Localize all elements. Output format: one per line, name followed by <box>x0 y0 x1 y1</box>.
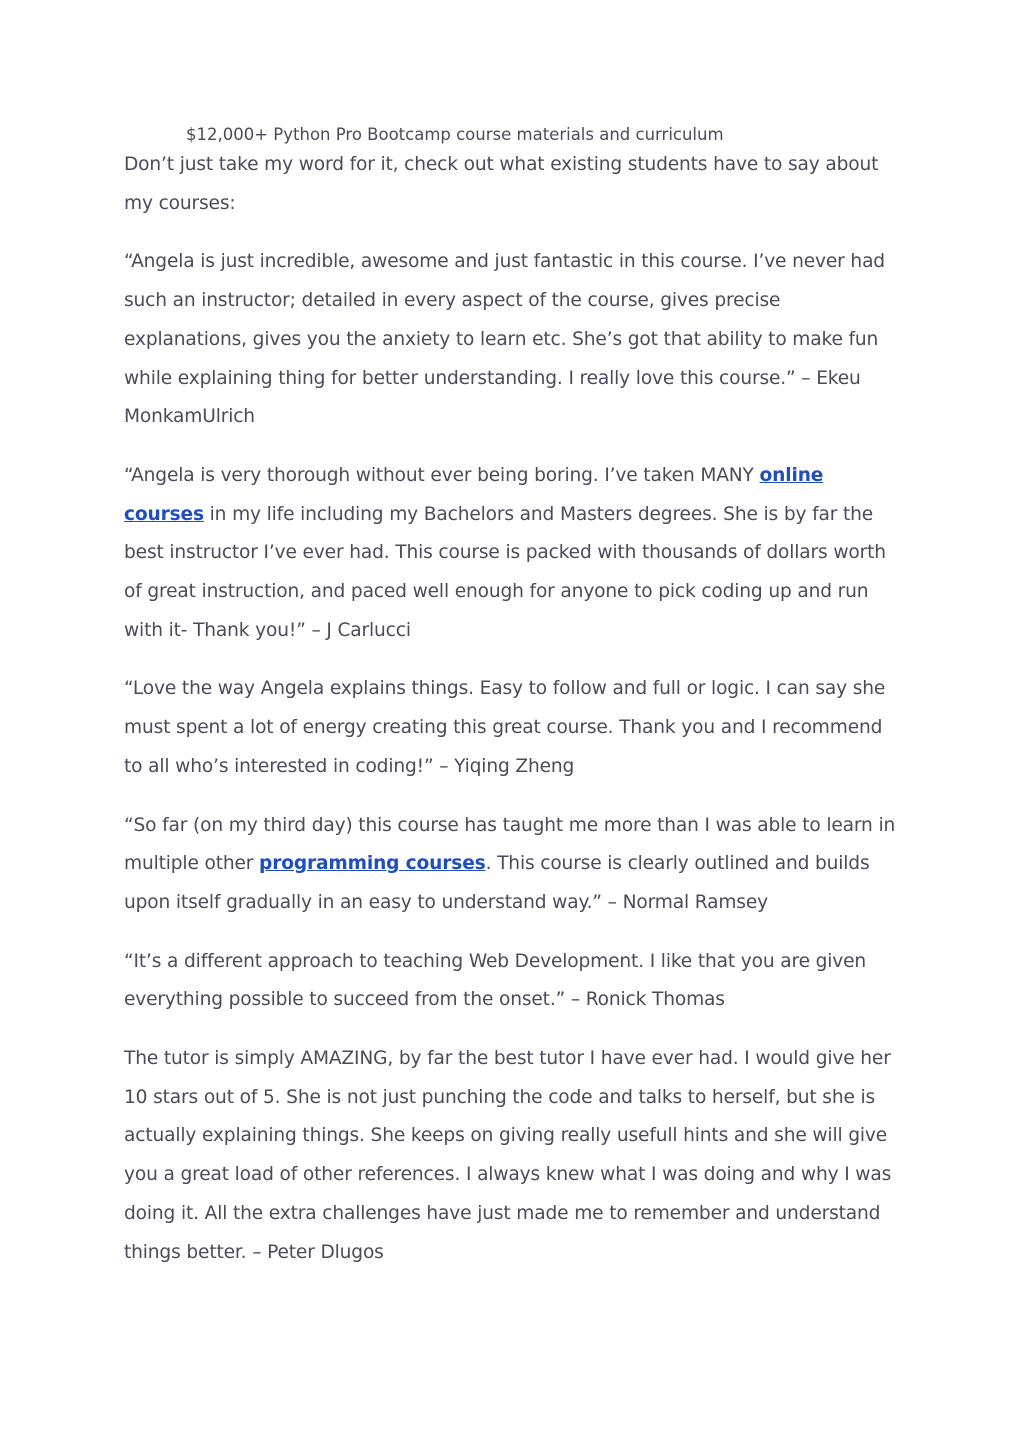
intro-paragraph: Don’t just take my word for it, check out what existing students have to say about my courses: <box>124 154 879 214</box>
testimonial-thomas: “It’s a different approach to teaching Web Development. I like that you are given everything possible to succeed from the onset.” – Ronick Thomas <box>124 950 867 1011</box>
testimonial-carlucci-text-end: in my life including my Bachelors and Masters degrees. She is by far the best instructor I’ve ever had. This course is packed with thousands of dollars worth of great instruction, and paced well enough for anyone to pick coding up and run with it- Thank you!” – J Carlucci <box>124 503 886 641</box>
testimonial-carlucci <box>124 457 904 651</box>
testimonial-carlucci-text-start: “Angela is very thorough without ever being boring. I’ve taken MANY <box>124 464 760 486</box>
course-materials-heading: $12,000+ Python Pro Bootcamp course materials and curriculum <box>186 125 724 144</box>
online-courses-link[interactable]: online courses <box>124 464 824 525</box>
testimonial-ramsey <box>124 807 904 923</box>
testimonial-ramsey-text-start: “So far (on my third day) this course has taught me more than I was able to learn in multiple other <box>124 814 896 875</box>
testimonials-section <box>124 146 904 1292</box>
testimonial-ekeu: “Angela is just incredible, awesome and just fantastic in this course. I’ve never had such an instructor; detailed in every aspect of the course, gives precise explanations, gives you the anxiety to learn etc. She’s got that ability to make fun while explaining thing for better understanding. I really love this course.” – Ekeu MonkamUlrich <box>124 251 885 428</box>
programming-courses-link[interactable]: programming courses <box>259 853 486 875</box>
testimonial-zheng: “Love the way Angela explains things. Easy to follow and full or logic. I can say she must spent a lot of energy creating this great course. Thank you and I recommend to all who’s interested in coding!” – Yiqing Zheng <box>124 678 886 777</box>
testimonial-dlugos: The tutor is simply AMAZING, by far the best tutor I have ever had. I would give her 10 stars out of 5. She is not just punching the code and talks to herself, but she is actually explaining things. She keeps on giving really usefull hints and she will give you a great load of other references. I always knew what I was doing and why I was doing it. All the extra challenges have just made me to remember and understand things better. – Peter Dlugos <box>124 1048 892 1263</box>
testimonial-ramsey-text-end: . This course is clearly outlined and builds upon itself gradually in an easy to understand way.” – Normal Ramsey <box>124 853 870 913</box>
